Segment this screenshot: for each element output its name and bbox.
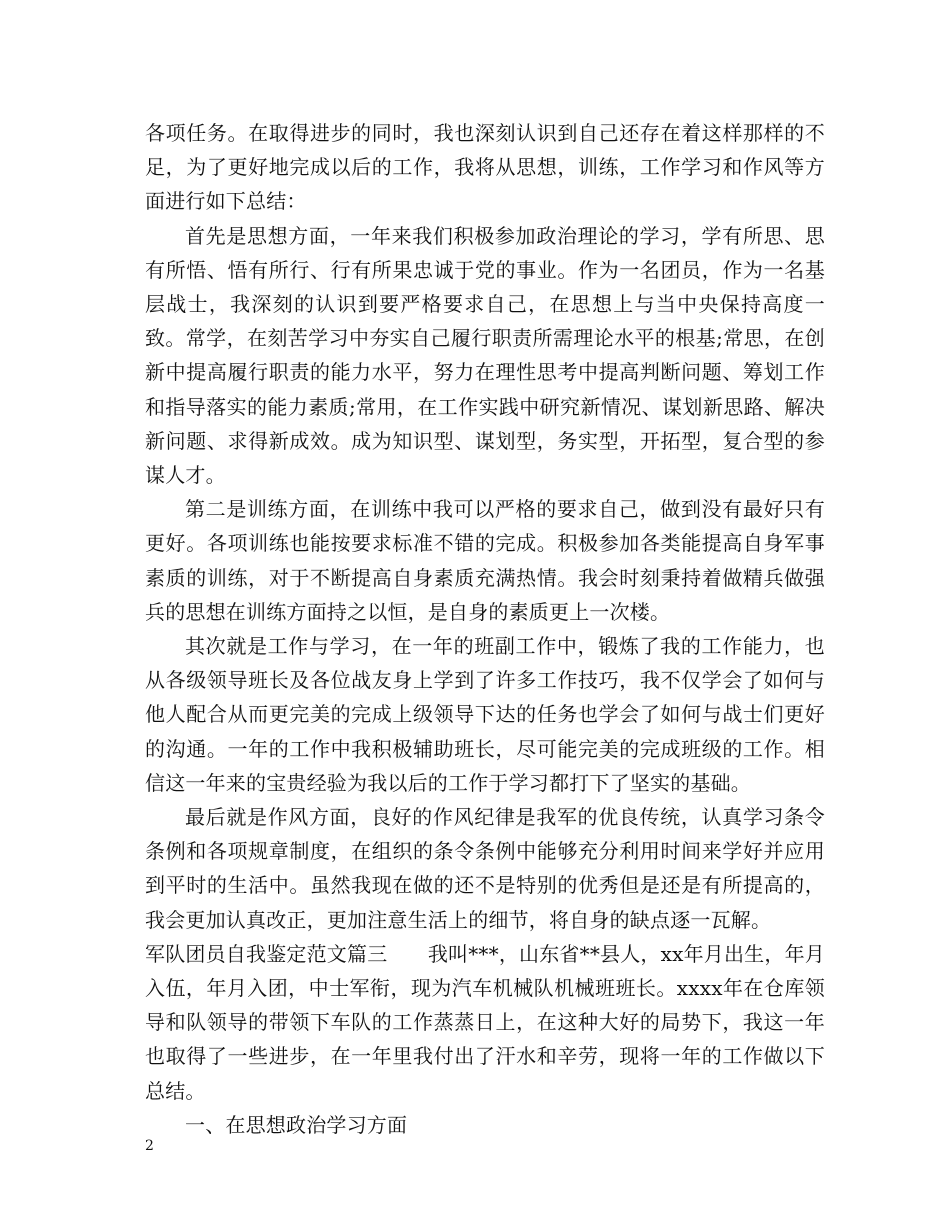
document-body: [145, 116, 825, 1142]
paragraph-training: 第二是训练方面，在训练中我可以严格的要求自己，做到没有最好只有更好。各项训练也能按要求标准不错的完成。积极参加各类能提高自身军事素质的训练，对于不断提高自身素质充满热情。我会时刻秉持着做精兵做强兵的思想在训练方面持之以恒，是自身的素质更上一次楼。: [145, 497, 825, 624]
paragraph-intro-continuation: 各项任务。在取得进步的同时，我也深刻认识到自己还存在着这样那样的不足，为了更好地完成以后的工作，我将从思想，训练，工作学习和作风等方面进行如下总结：: [145, 121, 825, 214]
section-heading-one: 一、在思想政治学习方面: [185, 1112, 408, 1137]
paragraph-style: 最后就是作风方面，良好的作风纪律是我军的优良传统，认真学习条令条例和各项规章制度，在组织的条令条例中能够充分利用时间来学好并应用到平时的生活中。虽然我现在做的还不是特别的优秀但是还是有所提高的，我会更加认真改正，更加注意生活上的细节，将自身的缺点逐一瓦解。: [145, 805, 825, 932]
paragraph-part-three: 军队团员自我鉴定范文篇三 我叫***，山东省**县人，xx年月出生，年月入伍，年月入团，中士军衔，现为汽车机械队机械班班长。xxxx年在仓库领导和队领导的带领下车队的工作蒸蒸日上，在这种大好的局势下，我这一年也取得了一些进步，在一年里我付出了汗水和辛劳，现将一年的工作做以下总结。: [145, 941, 825, 1103]
page-number: 2: [145, 1138, 154, 1154]
paragraph-work-study: 其次就是工作与学习，在一年的班副工作中，锻炼了我的工作能力，也从各级领导班长及各位战友身上学到了许多工作技巧，我不仅学会了如何与他人配合从而更完美的完成上级领导下达的任务也学会了如何与战士们更好的沟通。一年的工作中我积极辅助班长，尽可能完美的完成班级的工作。相信这一年来的宝贵经验为我以后的工作于学习都打下了坚实的基础。: [145, 634, 825, 795]
paragraph-thought: 首先是思想方面，一年来我们积极参加政治理论的学习，学有所思、思有所悟、悟有所行、行有所果忠诚于党的事业。作为一名团员，作为一名基层战士，我深刻的认识到要严格要求自己，在思想上与当中央保持高度一致。常学，在刻苦学习中夯实自己履行职责所需理论水平的根基;常思，在创新中提高履行职责的能力水平，努力在理性思考中提高判断问题、筹划工作和指导落实的能力素质;常用，在工作实践中研究新情况、谋划新思路、解决新问题、求得新成效。成为知识型、谋划型，务实型，开拓型，复合型的参谋人才。: [145, 223, 825, 488]
